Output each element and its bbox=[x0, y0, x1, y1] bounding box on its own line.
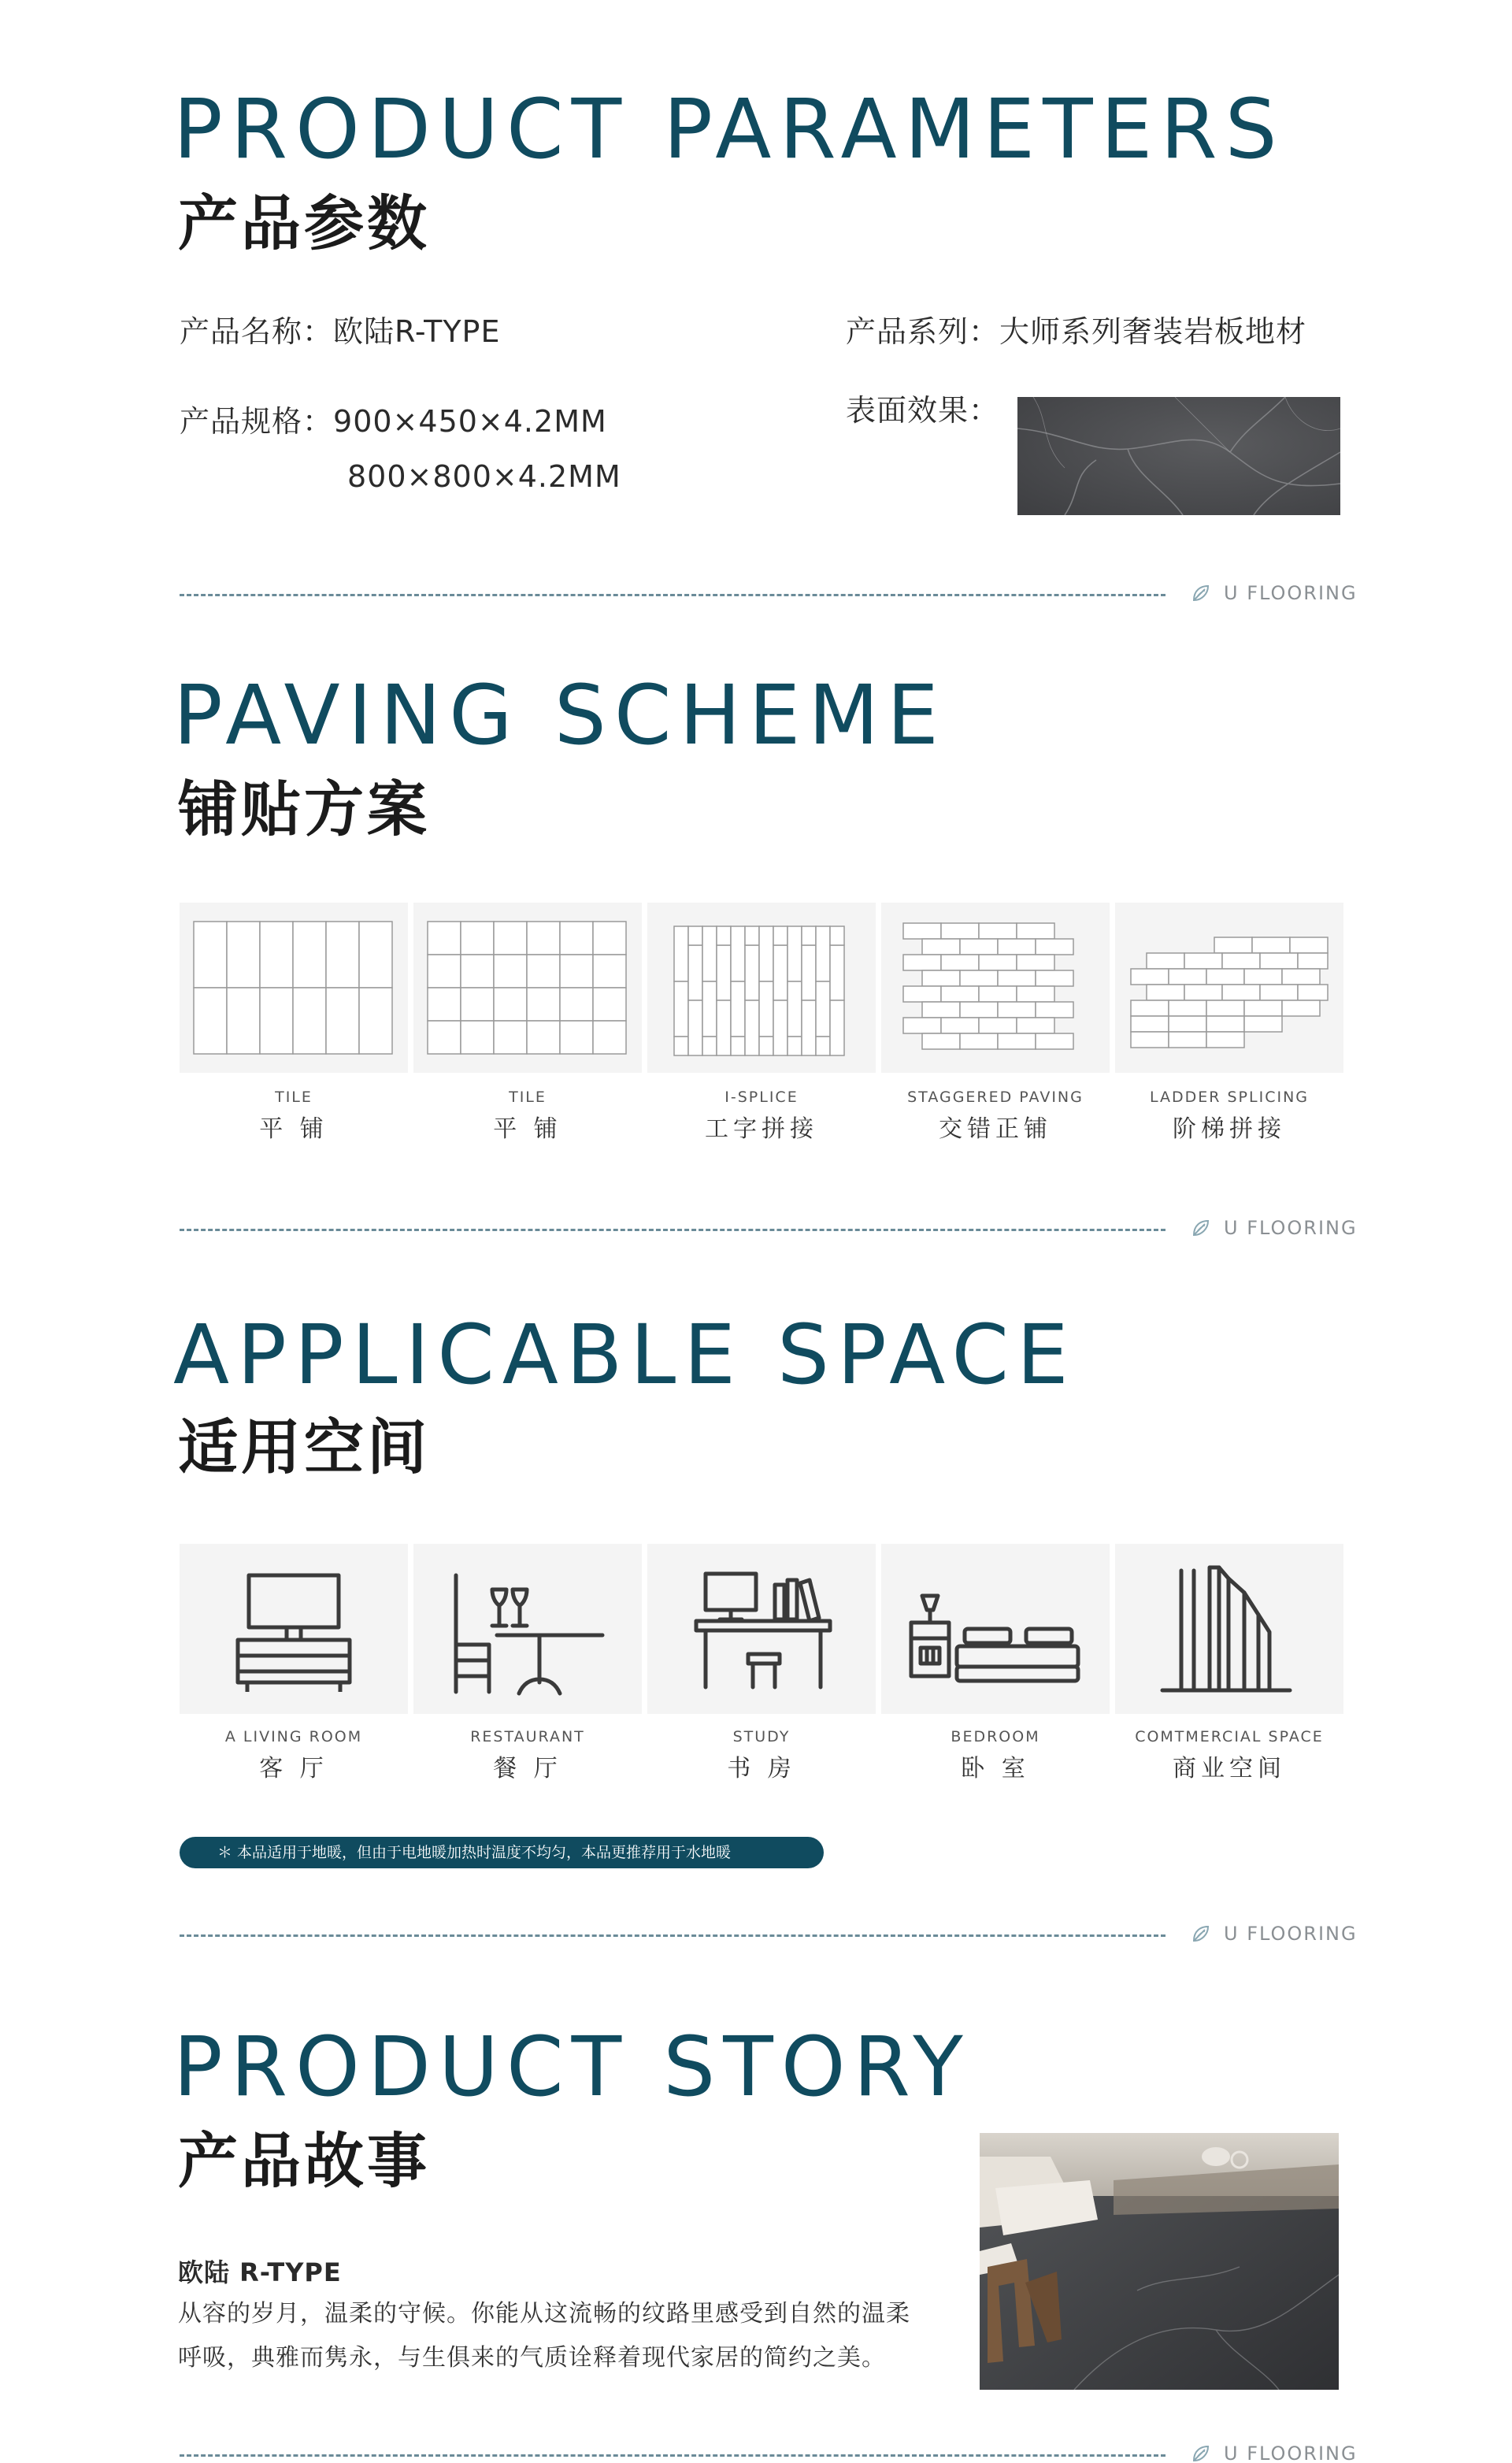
paving-card-ladder bbox=[1115, 903, 1343, 1073]
parameters-title-cn: 产品参数 bbox=[178, 188, 430, 258]
product-spec-value-2: 800×800×4.2MM bbox=[347, 459, 621, 494]
section-divider bbox=[180, 1934, 1166, 1937]
space-caption-cn: 卧 室 bbox=[961, 1755, 1030, 1782]
building-icon bbox=[1115, 1544, 1343, 1714]
dining-table-icon bbox=[413, 1544, 642, 1714]
section-divider bbox=[180, 1229, 1166, 1231]
section-divider bbox=[180, 594, 1166, 596]
story-body bbox=[178, 2292, 918, 2380]
product-spec-row bbox=[180, 404, 607, 439]
paving-caption-en: LADDER SPLICING bbox=[1149, 1089, 1310, 1106]
brand-mark bbox=[1189, 2442, 1358, 2463]
product-name-value: 欧陆R-TYPE bbox=[333, 314, 501, 349]
parameters-title-en: PRODUCT PARAMETERS bbox=[173, 81, 1285, 177]
paving-caption-en: TILE bbox=[275, 1089, 313, 1106]
space-caption-cn: 客 厅 bbox=[259, 1755, 328, 1782]
product-spec-label: 产品规格： bbox=[180, 404, 334, 439]
paving-title-en: PAVING SCHEME bbox=[173, 667, 947, 763]
leaf-logo-icon bbox=[1189, 2442, 1213, 2463]
paving-caption-en: TILE bbox=[509, 1089, 547, 1106]
space-caption-en: BEDROOM bbox=[951, 1728, 1040, 1745]
paving-card-staggered bbox=[881, 903, 1110, 1073]
story-interior-photo bbox=[980, 2133, 1339, 2390]
brand-name: U FLOORING bbox=[1224, 1217, 1358, 1239]
story-body-line: 从容的岁月，温柔的守候。你能从这流畅的纹路里感受到自然的温柔 bbox=[178, 2300, 910, 2328]
bed-icon bbox=[881, 1544, 1110, 1714]
surface-effect-label: 表面效果： bbox=[846, 393, 1000, 428]
brand-mark bbox=[1189, 1216, 1358, 1240]
space-card-restaurant bbox=[413, 1544, 642, 1714]
paving-card-i-splice bbox=[647, 903, 876, 1073]
product-name-label: 产品名称： bbox=[180, 314, 334, 349]
brand-mark bbox=[1189, 1922, 1358, 1946]
paving-card-tile-alt bbox=[413, 903, 642, 1073]
section-divider bbox=[180, 2454, 1166, 2457]
space-card-commercial bbox=[1115, 1544, 1343, 1714]
paving-caption-cn: 工字拼接 bbox=[705, 1115, 818, 1143]
tv-cabinet-icon bbox=[180, 1544, 408, 1714]
product-series-label: 产品系列： bbox=[846, 314, 1000, 349]
space-title-cn: 适用空间 bbox=[178, 1412, 430, 1482]
tile-grid-icon bbox=[180, 903, 408, 1073]
space-caption-cn: 餐 厅 bbox=[493, 1755, 562, 1782]
space-caption-en: A LIVING ROOM bbox=[224, 1728, 363, 1745]
product-name-row bbox=[180, 314, 501, 349]
space-card-living-room bbox=[180, 1544, 408, 1714]
product-series-row bbox=[846, 314, 1307, 349]
staggered-paving-icon bbox=[881, 903, 1110, 1073]
space-caption-cn: 书 房 bbox=[727, 1755, 796, 1782]
paving-caption-cn: 平 铺 bbox=[259, 1115, 328, 1143]
space-caption-cn: 商业空间 bbox=[1173, 1755, 1286, 1782]
leaf-logo-icon bbox=[1189, 1922, 1213, 1946]
brand-name: U FLOORING bbox=[1224, 582, 1358, 604]
space-title-en: APPLICABLE SPACE bbox=[173, 1307, 1077, 1403]
space-caption-en: COMTMERCIAL SPACE bbox=[1135, 1728, 1324, 1745]
product-spec-value-1: 900×450×4.2MM bbox=[333, 404, 607, 439]
story-subtitle: 欧陆 R-TYPE bbox=[178, 2257, 342, 2287]
story-title-en: PRODUCT STORY bbox=[173, 2019, 971, 2115]
brand-mark bbox=[1189, 581, 1358, 605]
paving-caption-cn: 平 铺 bbox=[493, 1115, 562, 1143]
story-title-cn: 产品故事 bbox=[178, 2126, 430, 2196]
leaf-logo-icon bbox=[1189, 1216, 1213, 1240]
paving-caption-en: I-SPLICE bbox=[724, 1089, 799, 1106]
space-card-bedroom bbox=[881, 1544, 1110, 1714]
paving-caption-cn: 阶梯拼接 bbox=[1173, 1115, 1286, 1143]
brand-name: U FLOORING bbox=[1224, 2443, 1358, 2463]
tile-grid-alt-icon bbox=[413, 903, 642, 1073]
ladder-splicing-icon bbox=[1115, 903, 1343, 1073]
space-caption-en: STUDY bbox=[732, 1728, 791, 1745]
desk-computer-icon bbox=[647, 1544, 876, 1714]
space-caption-en: RESTAURANT bbox=[470, 1728, 585, 1745]
leaf-logo-icon bbox=[1189, 581, 1213, 605]
paving-caption-en: STAGGERED PAVING bbox=[907, 1089, 1084, 1106]
story-body-line: 呼吸，典雅而隽永，与生俱来的气质诠释着现代家居的简约之美。 bbox=[178, 2344, 886, 2372]
heating-note-badge: ＊ 本品适用于地暖，但由于电地暖加热时温度不均匀，本品更推荐用于水地暖 bbox=[180, 1837, 824, 1868]
surface-effect-swatch bbox=[1017, 397, 1340, 515]
paving-caption-cn: 交错正铺 bbox=[939, 1115, 1052, 1143]
paving-card-tile bbox=[180, 903, 408, 1073]
paving-title-cn: 铺贴方案 bbox=[178, 774, 430, 844]
space-card-study bbox=[647, 1544, 876, 1714]
brand-name: U FLOORING bbox=[1224, 1923, 1358, 1945]
product-series-value: 大师系列奢装岩板地材 bbox=[999, 314, 1307, 349]
i-splice-icon bbox=[647, 903, 876, 1073]
